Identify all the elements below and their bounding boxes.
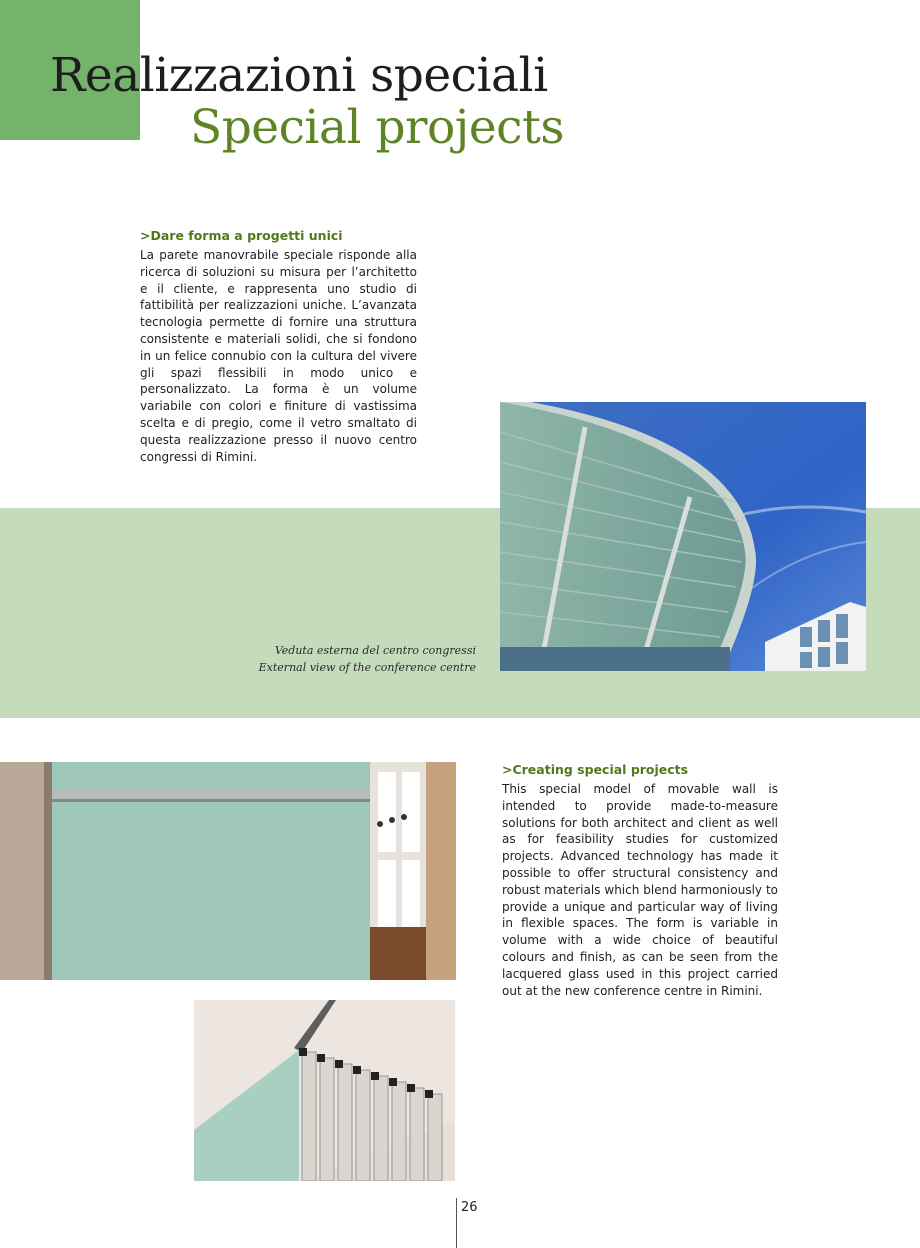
caption-italian: Veduta esterna del centro congressi [274, 644, 476, 657]
page-title-english: Special projects [190, 100, 565, 155]
italian-paragraph: La parete manovrabile speciale risponde alla ricerca di soluzioni su misura per l’architetto e il cliente, e rappresenta uno studio di fattibilità per realizzazioni uniche. L’avanzata tecnologia permette di fornire una struttura consistente e materiali solidi, che si fondono in un felice connubio con la cultura del vivere gli spazi flessibili in modo unico e personalizzato. La forma è un volume variabile con colori e finiture di vastissima scelta e di pregio, come il vetro smaltato di questa realizzazione presso il nuovo centro congressi di Rimini. [140, 248, 417, 464]
page-title-italian: Realizzazioni speciali [50, 48, 548, 103]
italian-section-heading: >Dare forma a progetti unici [140, 228, 343, 243]
page-number-rule [456, 1198, 457, 1248]
detail-photo [194, 1000, 455, 1181]
english-text-block [502, 762, 778, 999]
photo-caption [259, 642, 476, 676]
english-section-heading: >Creating special projects [502, 762, 689, 777]
exterior-photo [500, 402, 866, 671]
page-number: 26 [461, 1200, 478, 1215]
english-paragraph: This special model of movable wall is intended to provide made-to-measure solutions for both architect and client as well as for feasibility studies for customized projects. Advanced technology has made it possible to offer structural consistency and robust materials which blend harmoniously to provide a unique and particular way of living in flexible spaces. The form is variable in volume with a wide choice of beautiful colours and finish, as can be seen from the lacquered glass used in this project carried out at the new conference centre in Rimini. [502, 782, 778, 998]
italian-text-block [140, 228, 417, 465]
caption-english: External view of the conference centre [258, 661, 476, 674]
interior-photo [0, 762, 456, 980]
